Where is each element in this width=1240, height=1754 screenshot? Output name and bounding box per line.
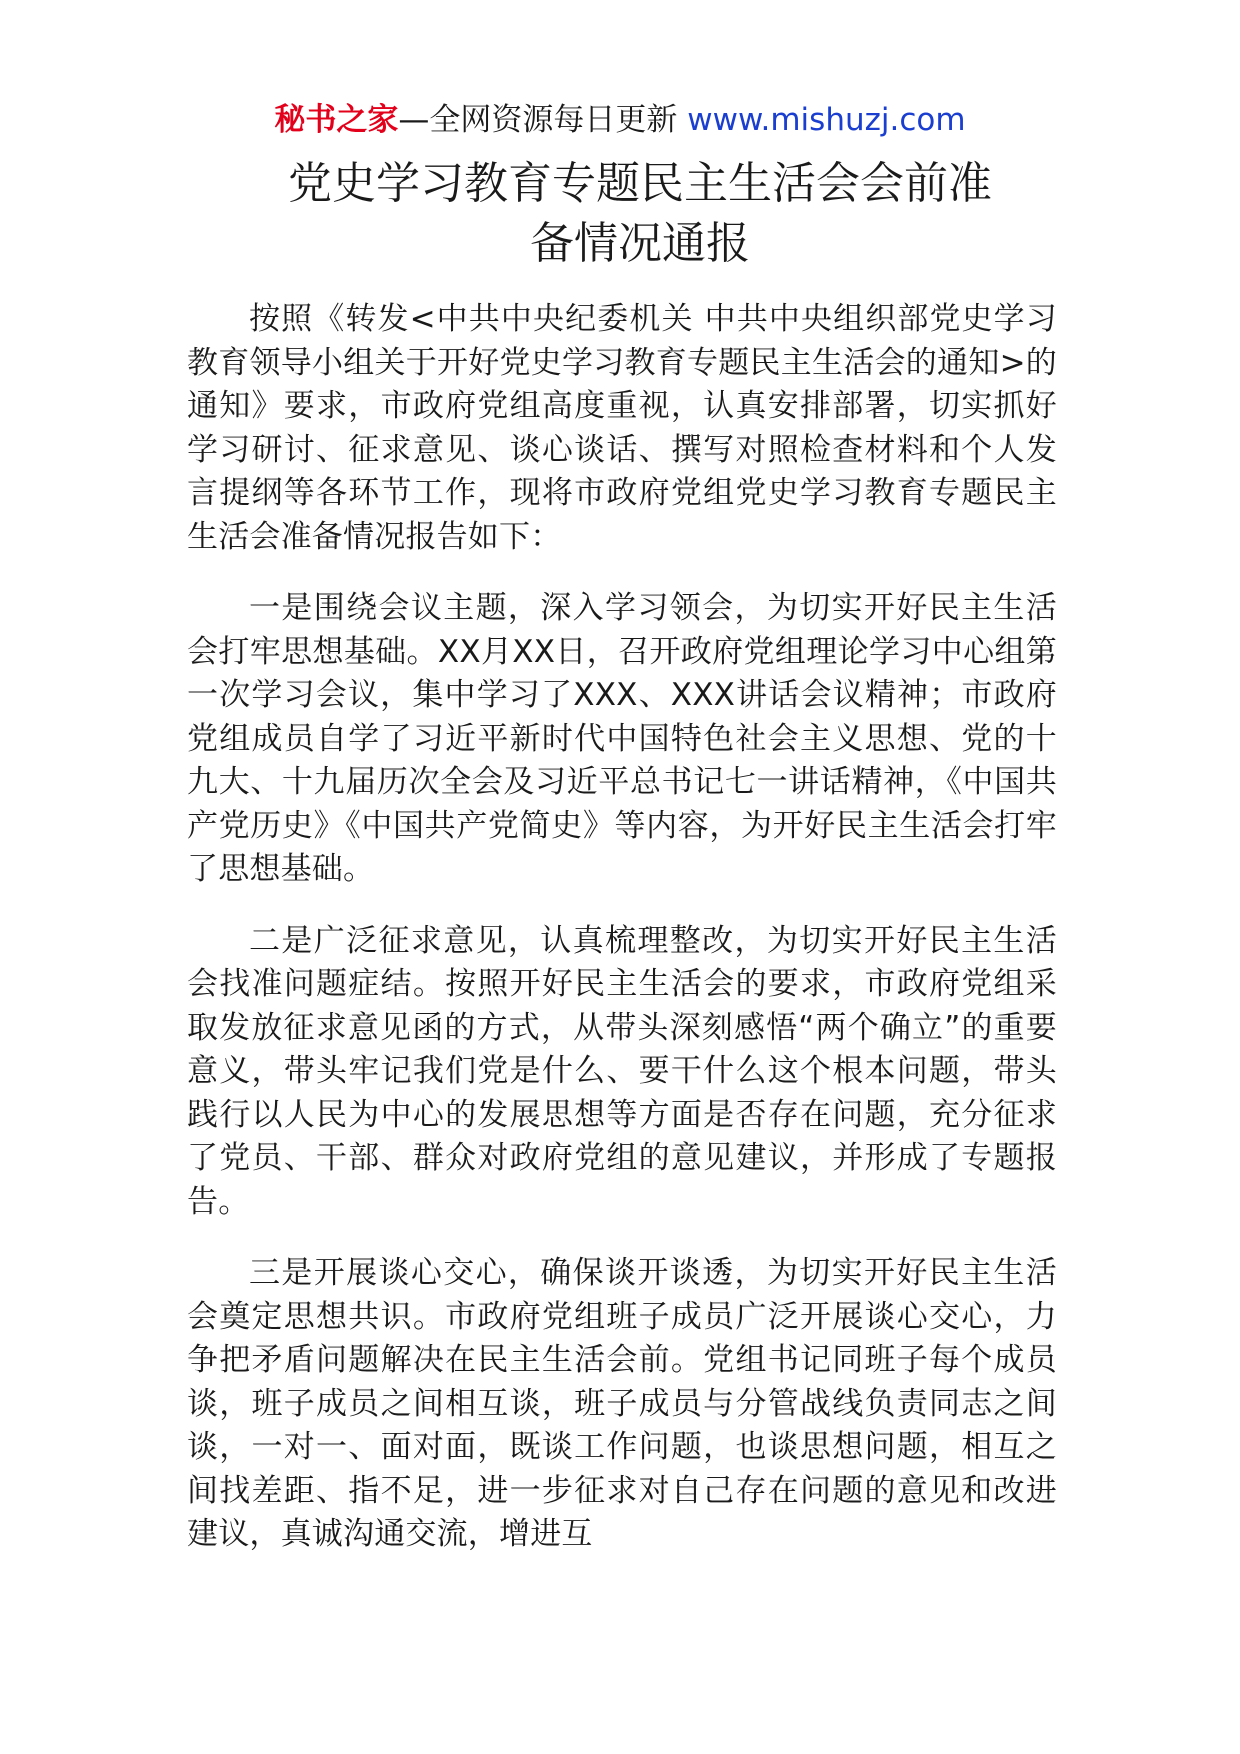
document-title-line-2: 备情况通报 xyxy=(530,218,750,269)
paragraph-opinions: 二是广泛征求意见，认真梳理整改，为切实开好民主生活会找准问题症结。按照开好民主生活会的要求，市政府党组采取发放征求意见函的方式，从带头深刻感悟“两个确立”的重要意义，带头牢记我们党是什么、要干什么这个根本问题，带头践行以人民为中心的发展思想等方面是否存在问题，充分征求了党员、干部、群众对政府党组的意见建议，并形成了专题报告。 xyxy=(187,922,1057,1220)
site-url[interactable]: www.mishuzj.com xyxy=(687,102,966,138)
document-title xyxy=(180,154,1060,274)
document-title-line-1: 党史学习教育专题民主生活会会前准 xyxy=(288,158,992,209)
site-tagline: —全网资源每日更新 xyxy=(398,102,678,138)
paragraph-intro: 按照《转发<中共中央纪委机关 中共中央组织部党史学习教育领导小组关于开好党史学习教育专题民主生活会的通知>的通知》要求，市政府党组高度重视，认真安排部署，切实抓好学习研讨、征求意见、谈心谈话、撰写对照检查材料和个人发言提纲等各环节工作，现将市政府党组党史学习教育专题民主生活会准备情况报告如下： xyxy=(187,301,1057,555)
paragraph-study: 一是围绕会议主题，深入学习领会，为切实开好民主生活会打牢思想基础。XX月XX日，召开政府党组理论学习中心组第一次学习会议，集中学习了XXX、XXX讲话会议精神；市政府党组成员自学了习近平新时代中国特色社会主义思想、党的十九大、十九届历次全会及习近平总书记七一讲话精神，《中国共产党历史》《中国共产党简史》等内容，为开好民主生活会打牢了思想基础。 xyxy=(187,590,1057,887)
site-header xyxy=(0,98,1240,142)
site-brand: 秘书之家 xyxy=(274,102,399,138)
paragraph-talks: 三是开展谈心交心，确保谈开谈透，为切实开好民主生活会奠定思想共识。市政府党组班子成员广泛开展谈心交心，力争把矛盾问题解决在民主生活会前。党组书记同班子每个成员谈，班子成员之间相互谈，班子成员与分管战线负责同志之间谈，一对一、面对面，既谈工作问题，也谈思想问题，相互之间找差距、指不足，进一步征求对自己存在问题的意见和改进建议，真诚沟通交流，增进互 xyxy=(187,1255,1057,1552)
document-body xyxy=(187,298,1057,1585)
